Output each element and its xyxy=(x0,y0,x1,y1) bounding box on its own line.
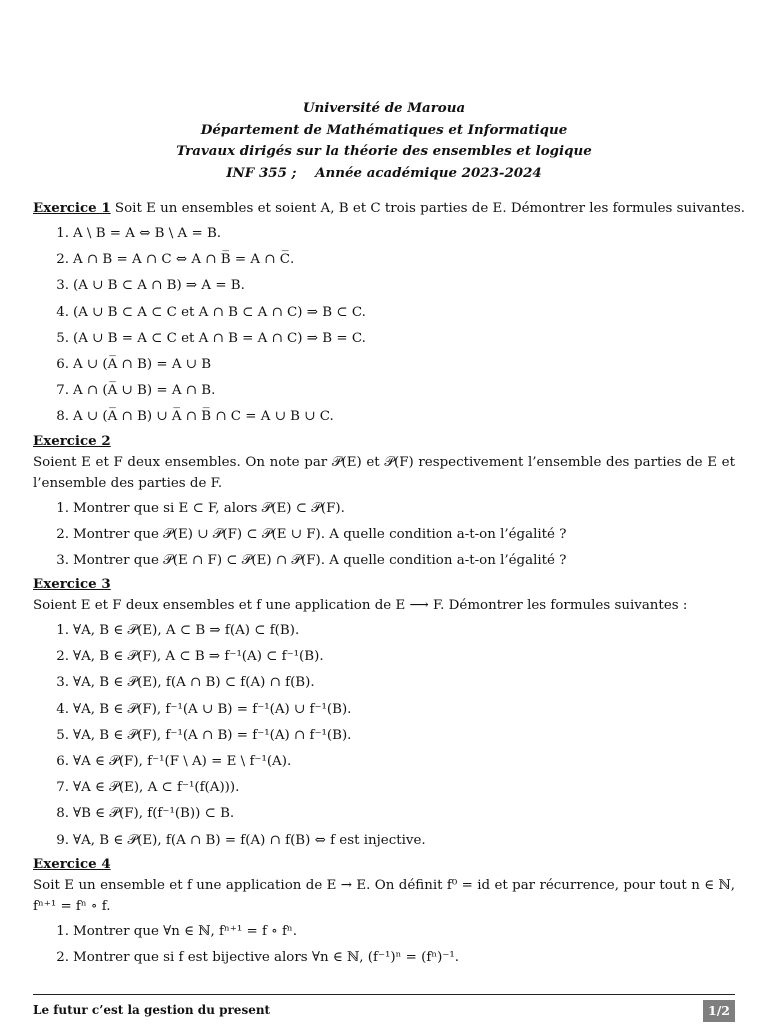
exercise-intro: Soient E et F deux ensembles et f une application de E ⟶ F. Démontrer les formules suivantes : xyxy=(33,598,688,614)
exercise-title: Exercice 1 xyxy=(33,200,111,216)
list-item: 8. ∀B ∈ 𝒫(F), f(f⁻¹(B)) ⊂ B. xyxy=(56,806,235,822)
footer-divider xyxy=(33,994,735,995)
list-item: 4. ∀A, B ∈ 𝒫(F), f⁻¹(A ∪ B) = f⁻¹(A) ∪ f⁻¹(B). xyxy=(56,701,352,717)
list-item: 1. A \ B = A ⇔ B \ A = B. xyxy=(56,226,222,241)
list-item: 6. A ∪ (A̅ ∩ B) = A ∪ B xyxy=(56,356,212,372)
list-item: 3. Montrer que 𝒫(E ∩ F) ⊂ 𝒫(E) ∩ 𝒫(F). A quelle condition a-t-on l’égalité ? xyxy=(56,552,567,568)
exercise-items xyxy=(33,919,735,971)
list-item: 1. Montrer que si E ⊂ F, alors 𝒫(E) ⊂ 𝒫(F). xyxy=(56,500,345,516)
list-item: 9. ∀A, B ∈ 𝒫(E), f(A ∩ B) = f(A) ∩ f(B) ⇔ f est injective. xyxy=(56,832,426,848)
exercise-title: Exercice 4 xyxy=(33,855,111,872)
list-item: 2. A ∩ B = A ∩ C ⇔ A ∩ B̅ = A ∩ C̅. xyxy=(56,252,295,268)
exercise-title: Exercice 3 xyxy=(33,576,111,593)
exercise-items xyxy=(33,496,735,575)
list-item: 5. ∀A, B ∈ 𝒫(F), f⁻¹(A ∩ B) = f⁻¹(A) ∩ f⁻¹(B). xyxy=(56,727,352,743)
list-item: 5. (A ∪ B = A ⊂ C et A ∩ B = A ∩ C) ⇒ B = C. xyxy=(56,330,366,346)
course-subtitle: Travaux dirigés sur la théorie des ensembles et logique xyxy=(176,143,592,159)
exercise-intro: Soit E un ensembles et soient A, B et C trois parties de E. Démontrer les formules suivantes. xyxy=(110,201,746,216)
exercise-3 xyxy=(33,574,735,854)
footer-motto: Le futur c’est la gestion du present xyxy=(33,1003,271,1017)
exercise-items xyxy=(33,618,735,854)
list-item: 7. ∀A ∈ 𝒫(E), A ⊂ f⁻¹(f(A))). xyxy=(56,780,240,796)
list-item: 7. A ∩ (A̅ ∪ B) = A ∩ B. xyxy=(56,383,216,399)
list-item: 2. Montrer que 𝒫(E) ∪ 𝒫(F) ⊂ 𝒫(E ∪ F). A quelle condition a-t-on l’égalité ? xyxy=(56,526,567,542)
list-item: 3. ∀A, B ∈ 𝒫(E), f(A ∩ B) ⊂ f(A) ∩ f(B). xyxy=(56,675,315,691)
department-name: Département de Mathématiques et Informatique xyxy=(200,121,568,138)
list-item: 8. A ∪ (A̅ ∩ B) ∪ A̅ ∩ B̅ ∩ C = A ∪ B ∪ C. xyxy=(56,409,334,425)
exercise-title: Exercice 2 xyxy=(33,432,111,449)
exercise-intro: Soit E un ensemble et f une application de E → E. On définit f⁰ = id et par récurrence, pour tout n ∈ ℕ, fⁿ⁺¹ = fⁿ ∘ f. xyxy=(33,877,735,914)
exercise-items xyxy=(33,221,735,431)
page-number-badge: 1/2 xyxy=(703,1000,735,1022)
exercise-2 xyxy=(33,431,735,575)
list-item: 1. ∀A, B ∈ 𝒫(E), A ⊂ B ⇒ f(A) ⊂ f(B). xyxy=(56,623,300,639)
course-code-year: INF 355 ; Année académique 2023-2024 xyxy=(226,164,542,181)
exercise-4 xyxy=(33,854,735,971)
list-item: 3. (A ∪ B ⊂ A ∩ B) ⇒ A = B. xyxy=(56,278,245,294)
list-item: 2. Montrer que si f est bijective alors ∀n ∈ ℕ, (f⁻¹)ⁿ = (fⁿ)⁻¹. xyxy=(56,949,460,965)
list-item: 4. (A ∪ B ⊂ A ⊂ C et A ∩ B ⊂ A ∩ C) ⇒ B ⊂ C. xyxy=(56,304,366,320)
list-item: 6. ∀A ∈ 𝒫(F), f⁻¹(F \ A) = E \ f⁻¹(A). xyxy=(56,754,292,769)
exercise-list xyxy=(33,198,746,971)
list-item: 2. ∀A, B ∈ 𝒫(F), A ⊂ B ⇒ f⁻¹(A) ⊂ f⁻¹(B). xyxy=(56,649,324,665)
exercise-intro: Soient E et F deux ensembles. On note par 𝒫(E) et 𝒫(F) respectivement l’ensemble des parties de E et l’ensemble des parties de F. xyxy=(33,454,735,491)
document-header xyxy=(0,98,768,184)
university-name: Université de Maroua xyxy=(302,100,466,116)
exercise-1 xyxy=(33,198,746,431)
list-item: 1. Montrer que ∀n ∈ ℕ, fⁿ⁺¹ = f ∘ fⁿ. xyxy=(56,923,297,939)
